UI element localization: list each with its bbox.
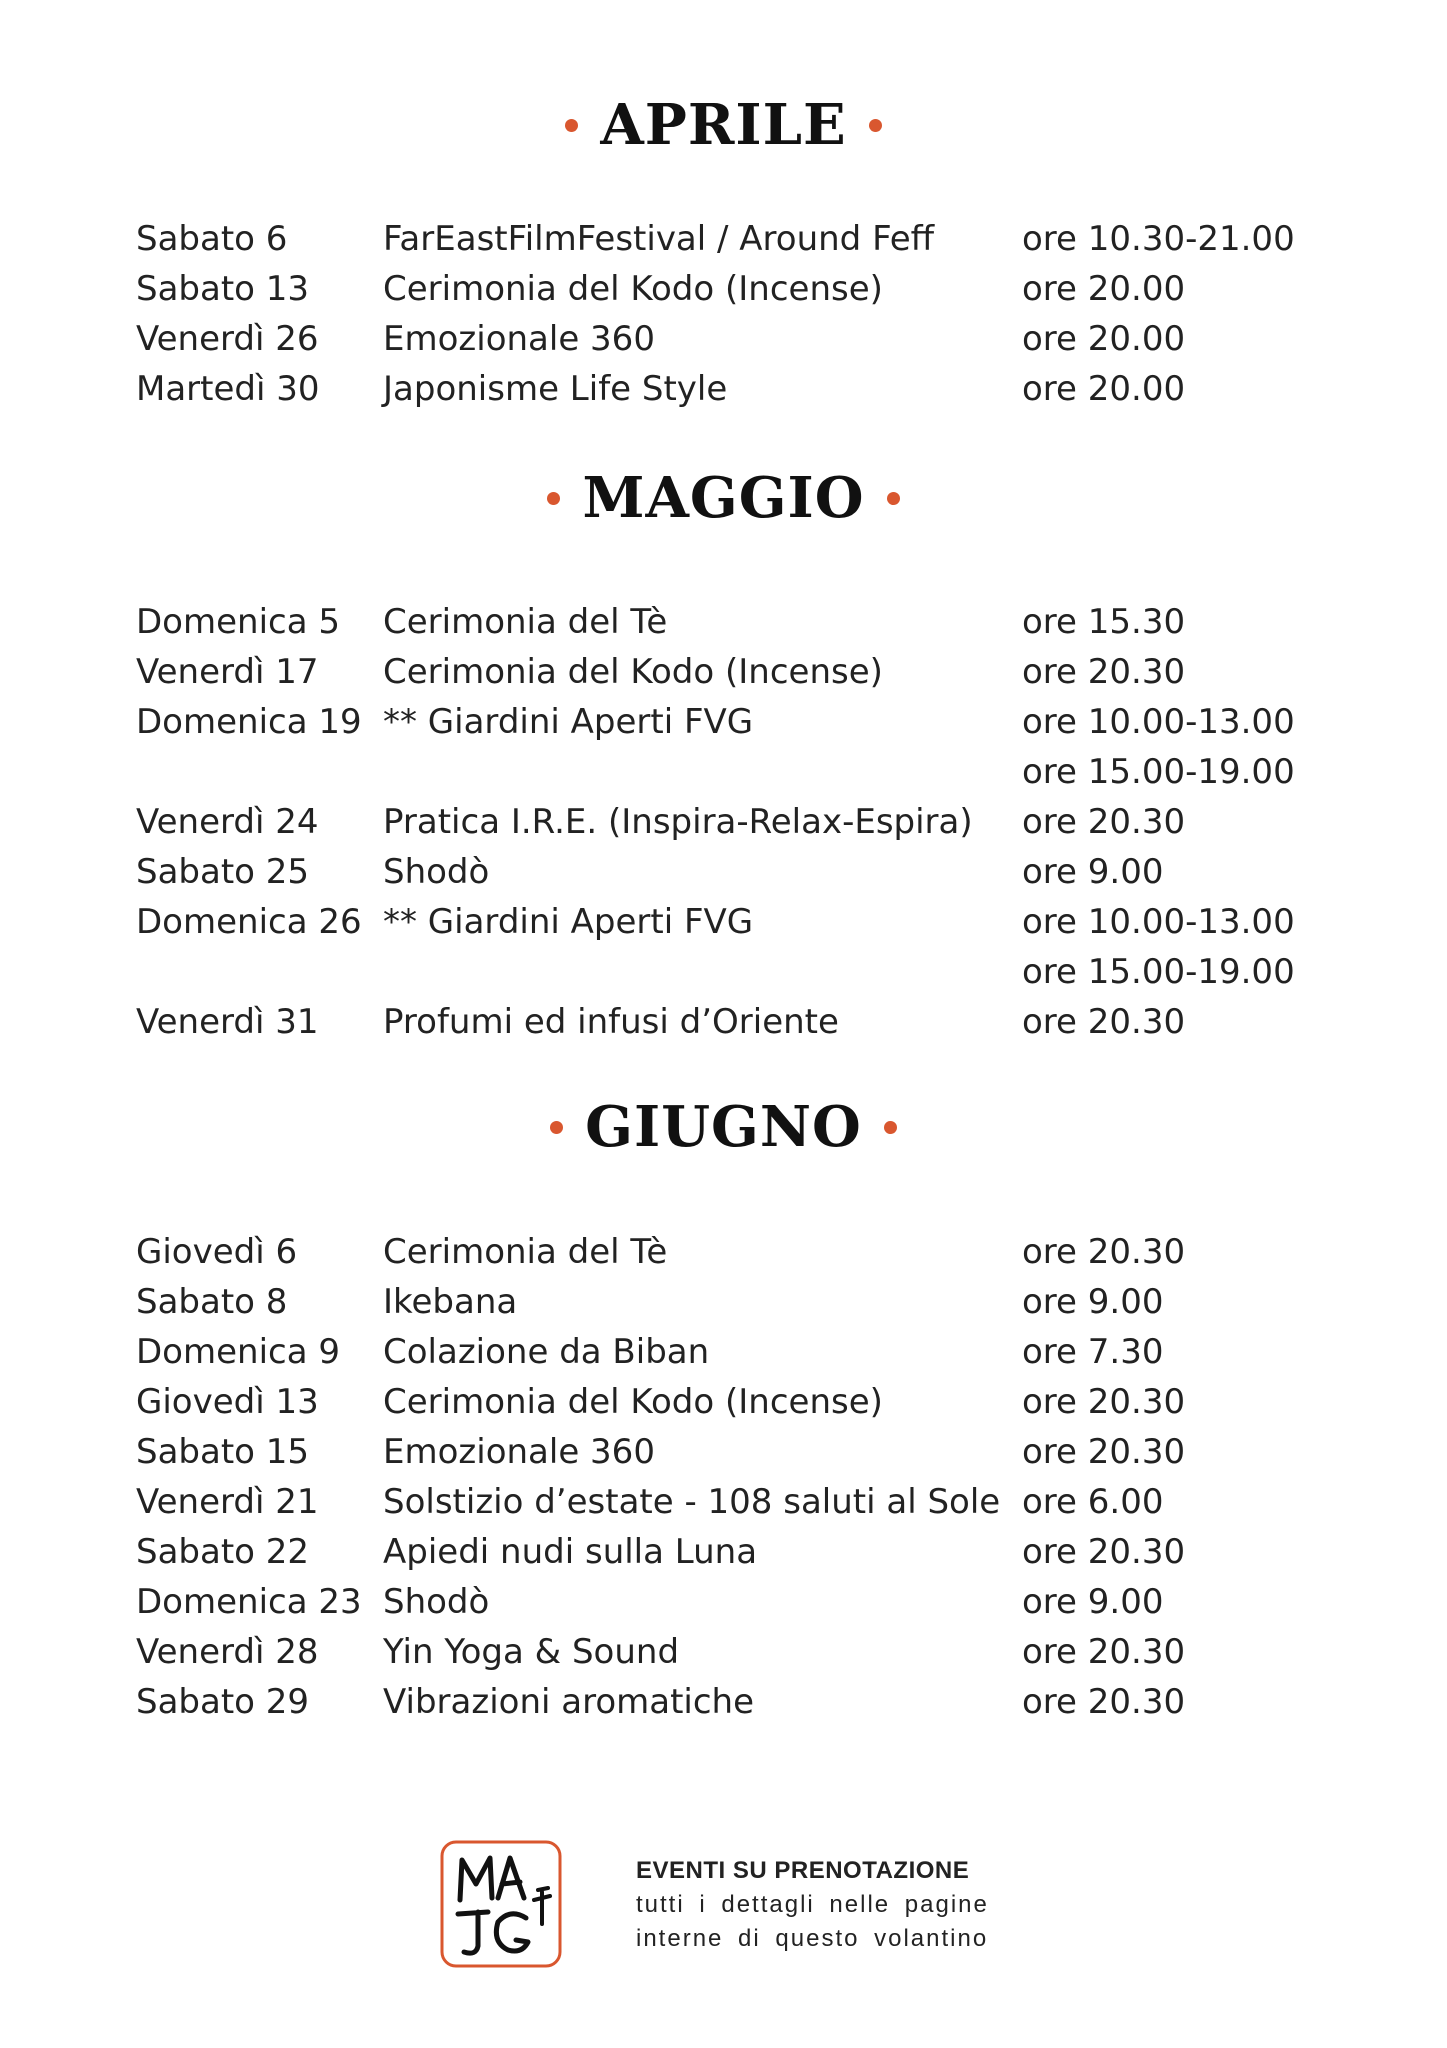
event-day: Domenica 19 — [136, 702, 362, 742]
event-time: ore 20.30 — [1022, 802, 1186, 842]
event-day: Giovedì 13 — [136, 1382, 319, 1422]
month-name: MAGGIO — [582, 465, 865, 531]
month-name: GIUGNO — [585, 1094, 862, 1160]
event-row — [0, 364, 1447, 414]
month-heading-aprile — [0, 92, 1447, 158]
majg-logo — [438, 1838, 570, 1970]
event-time: ore 20.30 — [1022, 1232, 1186, 1272]
event-row — [0, 1577, 1447, 1627]
event-row — [0, 1527, 1447, 1577]
event-day: Sabato 8 — [136, 1282, 288, 1322]
event-title: Cerimonia del Tè — [383, 602, 668, 642]
event-row — [0, 314, 1447, 364]
event-row — [0, 1327, 1447, 1377]
event-title: Emozionale 360 — [383, 319, 655, 359]
event-time: ore 20.30 — [1022, 652, 1186, 692]
event-time: ore 6.00 — [1022, 1482, 1164, 1522]
event-day: Domenica 9 — [136, 1332, 340, 1372]
event-day: Domenica 26 — [136, 902, 362, 942]
event-row-continuation — [0, 747, 1447, 797]
event-title: Solstizio d’estate - 108 saluti al Sole — [383, 1482, 1001, 1522]
event-time: ore 20.30 — [1022, 1532, 1186, 1572]
event-time: ore 20.30 — [1022, 1002, 1186, 1042]
event-day: Venerdì 31 — [136, 1002, 319, 1042]
event-title: ** Giardini Aperti FVG — [383, 702, 754, 742]
event-time: ore 20.30 — [1022, 1382, 1186, 1422]
event-title: Cerimonia del Tè — [383, 1232, 668, 1272]
event-time: ore 15.30 — [1022, 602, 1186, 642]
month-heading-maggio — [0, 465, 1447, 531]
event-time-secondary: ore 15.00-19.00 — [1022, 952, 1295, 992]
event-title: Ikebana — [383, 1282, 518, 1322]
event-day: Sabato 6 — [136, 219, 288, 259]
event-title: Cerimonia del Kodo (Incense) — [383, 269, 883, 309]
event-time: ore 20.30 — [1022, 1432, 1186, 1472]
month-heading-giugno — [0, 1094, 1447, 1160]
event-title: Yin Yoga & Sound — [383, 1632, 680, 1672]
event-title: FarEastFilmFestival / Around Feff — [383, 219, 935, 259]
event-row — [0, 797, 1447, 847]
event-day: Sabato 22 — [136, 1532, 310, 1572]
event-title: Cerimonia del Kodo (Incense) — [383, 652, 883, 692]
footer-title: EVENTI SU PRENOTAZIONE — [636, 1857, 970, 1884]
event-row — [0, 847, 1447, 897]
event-title: Colazione da Biban — [383, 1332, 710, 1372]
footer-line-1: tutti i dettagli nelle pagine — [636, 1891, 989, 1918]
event-day: Martedì 30 — [136, 369, 320, 409]
event-time: ore 10.00-13.00 — [1022, 902, 1295, 942]
event-row — [0, 1477, 1447, 1527]
event-row — [0, 1627, 1447, 1677]
event-time: ore 10.00-13.00 — [1022, 702, 1295, 742]
bullet-dot-icon — [547, 492, 560, 505]
event-time: ore 20.00 — [1022, 269, 1186, 309]
event-time: ore 10.30-21.00 — [1022, 219, 1295, 259]
event-day: Domenica 5 — [136, 602, 340, 642]
event-time: ore 7.30 — [1022, 1332, 1164, 1372]
event-day: Sabato 13 — [136, 269, 310, 309]
event-row — [0, 597, 1447, 647]
bullet-dot-icon — [869, 119, 882, 132]
event-day: Giovedì 6 — [136, 1232, 298, 1272]
event-title: Pratica I.R.E. (Inspira-Relax-Espira) — [383, 802, 973, 842]
event-time-secondary: ore 15.00-19.00 — [1022, 752, 1295, 792]
event-row — [0, 1277, 1447, 1327]
event-row — [0, 897, 1447, 947]
event-title: Vibrazioni aromatiche — [383, 1682, 755, 1722]
event-row — [0, 214, 1447, 264]
event-row — [0, 1677, 1447, 1727]
event-row — [0, 1227, 1447, 1277]
event-title: Apiedi nudi sulla Luna — [383, 1532, 758, 1572]
event-row — [0, 697, 1447, 747]
bullet-dot-icon — [565, 119, 578, 132]
bullet-dot-icon — [550, 1121, 563, 1134]
event-title: ** Giardini Aperti FVG — [383, 902, 754, 942]
event-title: Shodò — [383, 852, 490, 892]
event-day: Domenica 23 — [136, 1582, 362, 1622]
event-row — [0, 1377, 1447, 1427]
event-title: Japonisme Life Style — [383, 369, 728, 409]
event-row — [0, 264, 1447, 314]
event-day: Venerdì 21 — [136, 1482, 319, 1522]
event-title: Profumi ed infusi d’Oriente — [383, 1002, 839, 1042]
event-title: Shodò — [383, 1582, 490, 1622]
event-day: Sabato 15 — [136, 1432, 310, 1472]
event-time: ore 9.00 — [1022, 1282, 1164, 1322]
event-time: ore 20.30 — [1022, 1682, 1186, 1722]
event-row — [0, 647, 1447, 697]
event-day: Sabato 29 — [136, 1682, 310, 1722]
event-time: ore 9.00 — [1022, 1582, 1164, 1622]
majg-logo-mark — [438, 1838, 570, 1970]
event-row — [0, 997, 1447, 1047]
event-day: Venerdì 24 — [136, 802, 319, 842]
event-time: ore 9.00 — [1022, 852, 1164, 892]
event-title: Emozionale 360 — [383, 1432, 655, 1472]
event-day: Venerdì 28 — [136, 1632, 319, 1672]
event-day: Venerdì 17 — [136, 652, 319, 692]
footer-note — [636, 1854, 1036, 1956]
event-row — [0, 1427, 1447, 1477]
bullet-dot-icon — [887, 492, 900, 505]
event-time: ore 20.00 — [1022, 369, 1186, 409]
month-name: APRILE — [600, 92, 847, 158]
event-day: Sabato 25 — [136, 852, 310, 892]
event-time: ore 20.30 — [1022, 1632, 1186, 1672]
event-row-continuation — [0, 947, 1447, 997]
footer-line-2: interne di questo volantino — [636, 1925, 989, 1952]
bullet-dot-icon — [884, 1121, 897, 1134]
event-time: ore 20.00 — [1022, 319, 1186, 359]
event-day: Venerdì 26 — [136, 319, 319, 359]
event-title: Cerimonia del Kodo (Incense) — [383, 1382, 883, 1422]
